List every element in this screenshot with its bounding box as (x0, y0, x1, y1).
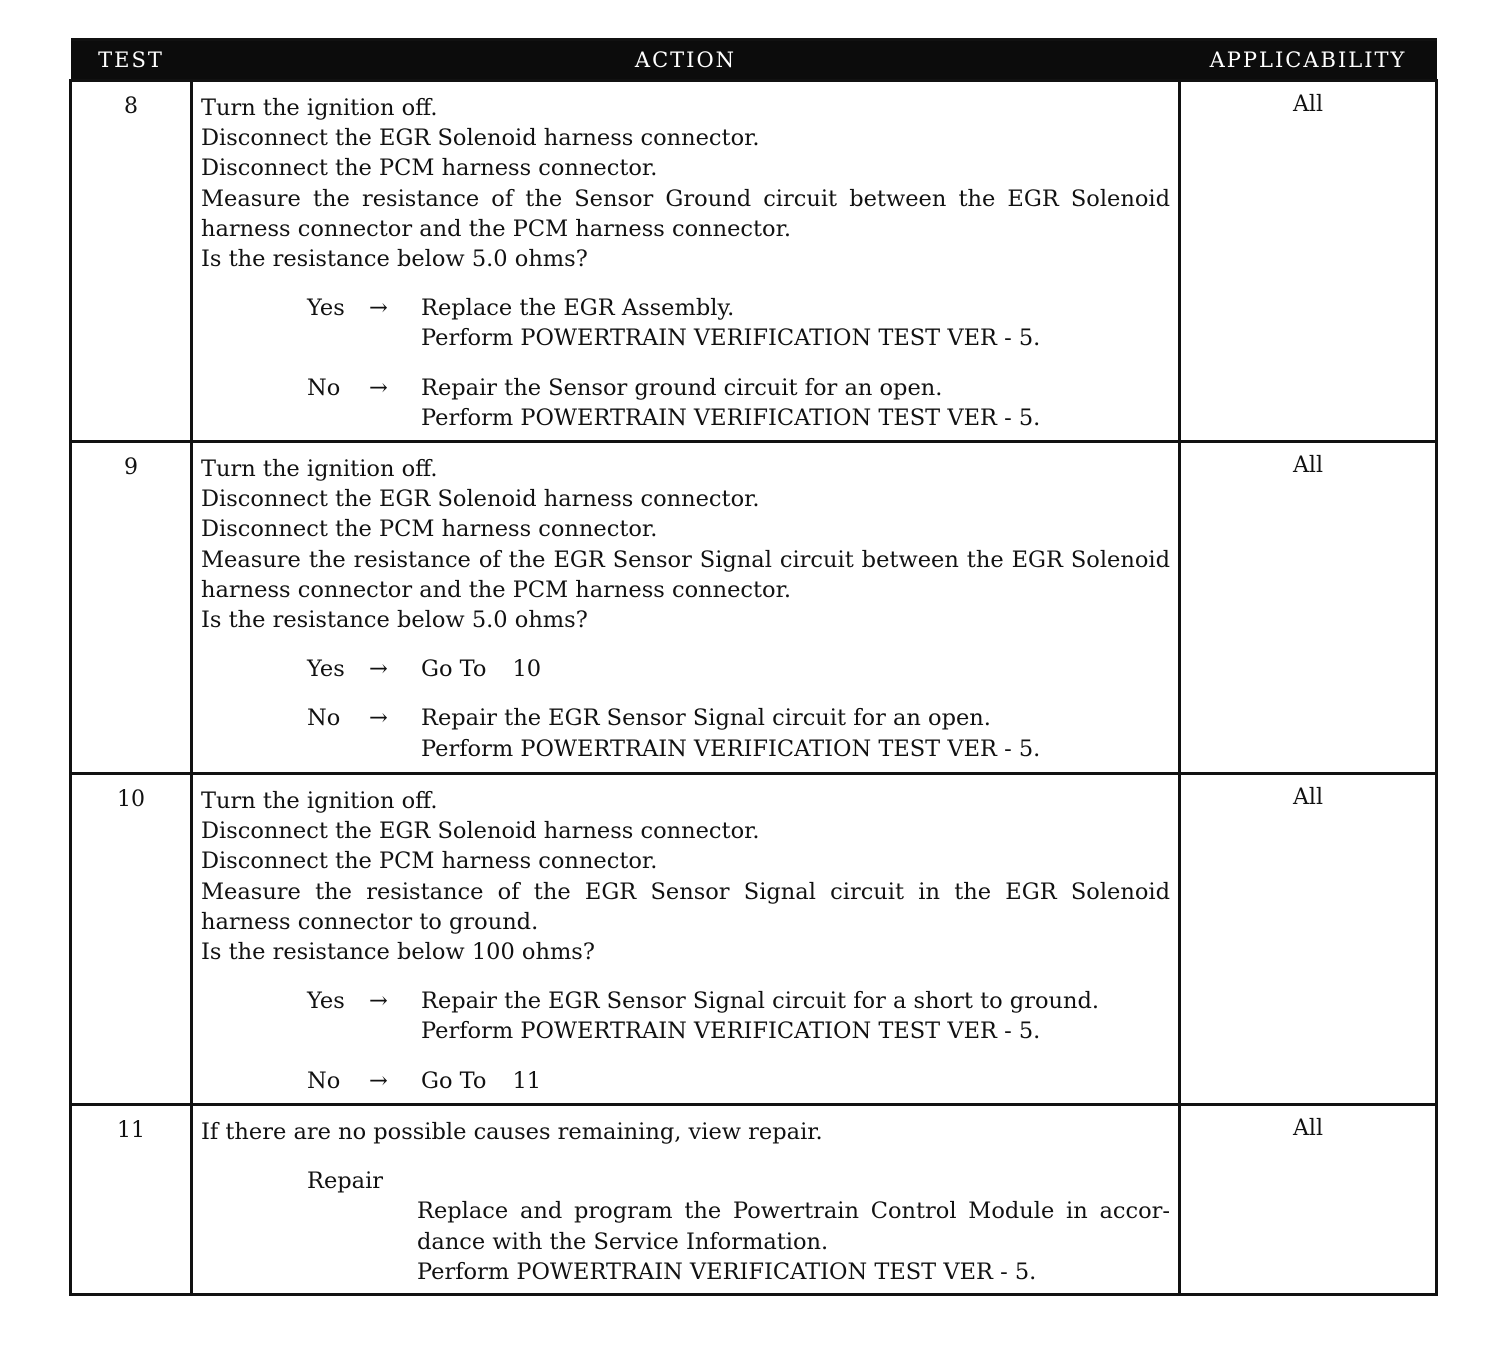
outcome-result: Perform POWERTRAIN VERIFICATION TEST VER - 5. (421, 735, 1041, 762)
repair-instruction: Perform POWERTRAIN VERIFICATION TEST VER - 5. (417, 1258, 1037, 1285)
applicability-value: All (1180, 81, 1437, 442)
outcome-label: Yes (307, 295, 345, 322)
goto-target: 11 (512, 1067, 542, 1094)
action-cell (192, 1105, 1180, 1295)
applicability-value: All (1180, 1105, 1437, 1295)
action-question: Is the resistance below 100 ohms? (201, 939, 595, 966)
outcome-result: Perform POWERTRAIN VERIFICATION TEST VER - 5. (421, 325, 1041, 352)
applicability-value: All (1180, 442, 1437, 774)
right-arrow-icon: → (369, 1067, 388, 1094)
header-action: ACTION (192, 40, 1180, 81)
action-step: Turn the ignition off. (201, 456, 438, 482)
action-step: Disconnect the PCM harness connector. (201, 155, 658, 182)
test-number: 8 (71, 81, 192, 442)
action-step: Turn the ignition off. (201, 95, 438, 121)
outcome-label: No (307, 705, 341, 732)
action-step: Disconnect the PCM harness connector. (201, 848, 658, 875)
outcome-result: Perform POWERTRAIN VERIFICATION TEST VER - 5. (421, 404, 1041, 431)
outcome-result: Perform POWERTRAIN VERIFICATION TEST VER - 5. (421, 1018, 1041, 1045)
action-step: Disconnect the PCM harness connector. (201, 516, 658, 543)
test-row-9 (71, 442, 1437, 774)
repair-instruction: Replace and program the Powertrain Control Module in accor-dance with the Service Information. (417, 1198, 1170, 1255)
right-arrow-icon: → (369, 656, 388, 683)
action-step: Measure the resistance of the EGR Sensor Signal circuit between the EGR Solenoid harness connector and the PCM harness connector. (201, 546, 1170, 603)
outcome-yes (307, 654, 1170, 684)
test-row-10 (71, 774, 1437, 1105)
outcome-yes (307, 986, 1170, 1046)
action-step: Measure the resistance of the Sensor Ground circuit between the EGR Solenoid harness connector and the PCM harness connector. (201, 185, 1170, 242)
action-cell (192, 442, 1180, 774)
action-cell (192, 81, 1180, 442)
goto-label: Go To (421, 1067, 487, 1094)
action-step: If there are no possible causes remaining, view repair. (201, 1119, 823, 1145)
diagnostic-test-table (69, 38, 1438, 1296)
action-step: Disconnect the EGR Solenoid harness connector. (201, 486, 760, 513)
test-row-8 (71, 81, 1437, 442)
test-number: 11 (71, 1105, 192, 1295)
outcome-no (307, 1066, 1170, 1096)
action-question: Is the resistance below 5.0 ohms? (201, 246, 588, 273)
action-cell (192, 774, 1180, 1105)
header-applicability: APPLICABILITY (1180, 40, 1437, 81)
outcome-label: Yes (307, 988, 345, 1015)
header-test: TEST (71, 40, 192, 81)
right-arrow-icon: → (369, 295, 388, 322)
repair-label: Repair (307, 1168, 384, 1195)
outcome-yes (307, 293, 1170, 353)
action-step: Disconnect the EGR Solenoid harness connector. (201, 818, 760, 845)
right-arrow-icon: → (369, 705, 388, 732)
outcome-no (307, 703, 1170, 763)
test-number: 9 (71, 442, 192, 774)
outcome-result: Repair the Sensor ground circuit for an open. (421, 374, 943, 401)
outcome-label: No (307, 374, 341, 401)
outcome-no (307, 373, 1170, 433)
test-row-11 (71, 1105, 1437, 1295)
action-step: Turn the ignition off. (201, 788, 438, 814)
outcome-result: Repair the EGR Sensor Signal circuit for an open. (421, 705, 991, 732)
right-arrow-icon: → (369, 988, 388, 1015)
action-question: Is the resistance below 5.0 ohms? (201, 607, 588, 634)
goto-target: 10 (512, 656, 542, 683)
goto-label: Go To (421, 656, 487, 683)
outcome-result: Replace the EGR Assembly. (421, 295, 735, 322)
right-arrow-icon: → (369, 374, 388, 401)
outcome-label: No (307, 1067, 341, 1094)
action-step: Measure the resistance of the EGR Sensor Signal circuit in the EGR Solenoid harness connector to ground. (201, 878, 1170, 935)
applicability-value: All (1180, 774, 1437, 1105)
outcome-result: Repair the EGR Sensor Signal circuit for a short to ground. (421, 988, 1100, 1015)
test-number: 10 (71, 774, 192, 1105)
outcome-label: Yes (307, 656, 345, 683)
action-step: Disconnect the EGR Solenoid harness connector. (201, 125, 760, 152)
table-header-row (71, 40, 1437, 81)
